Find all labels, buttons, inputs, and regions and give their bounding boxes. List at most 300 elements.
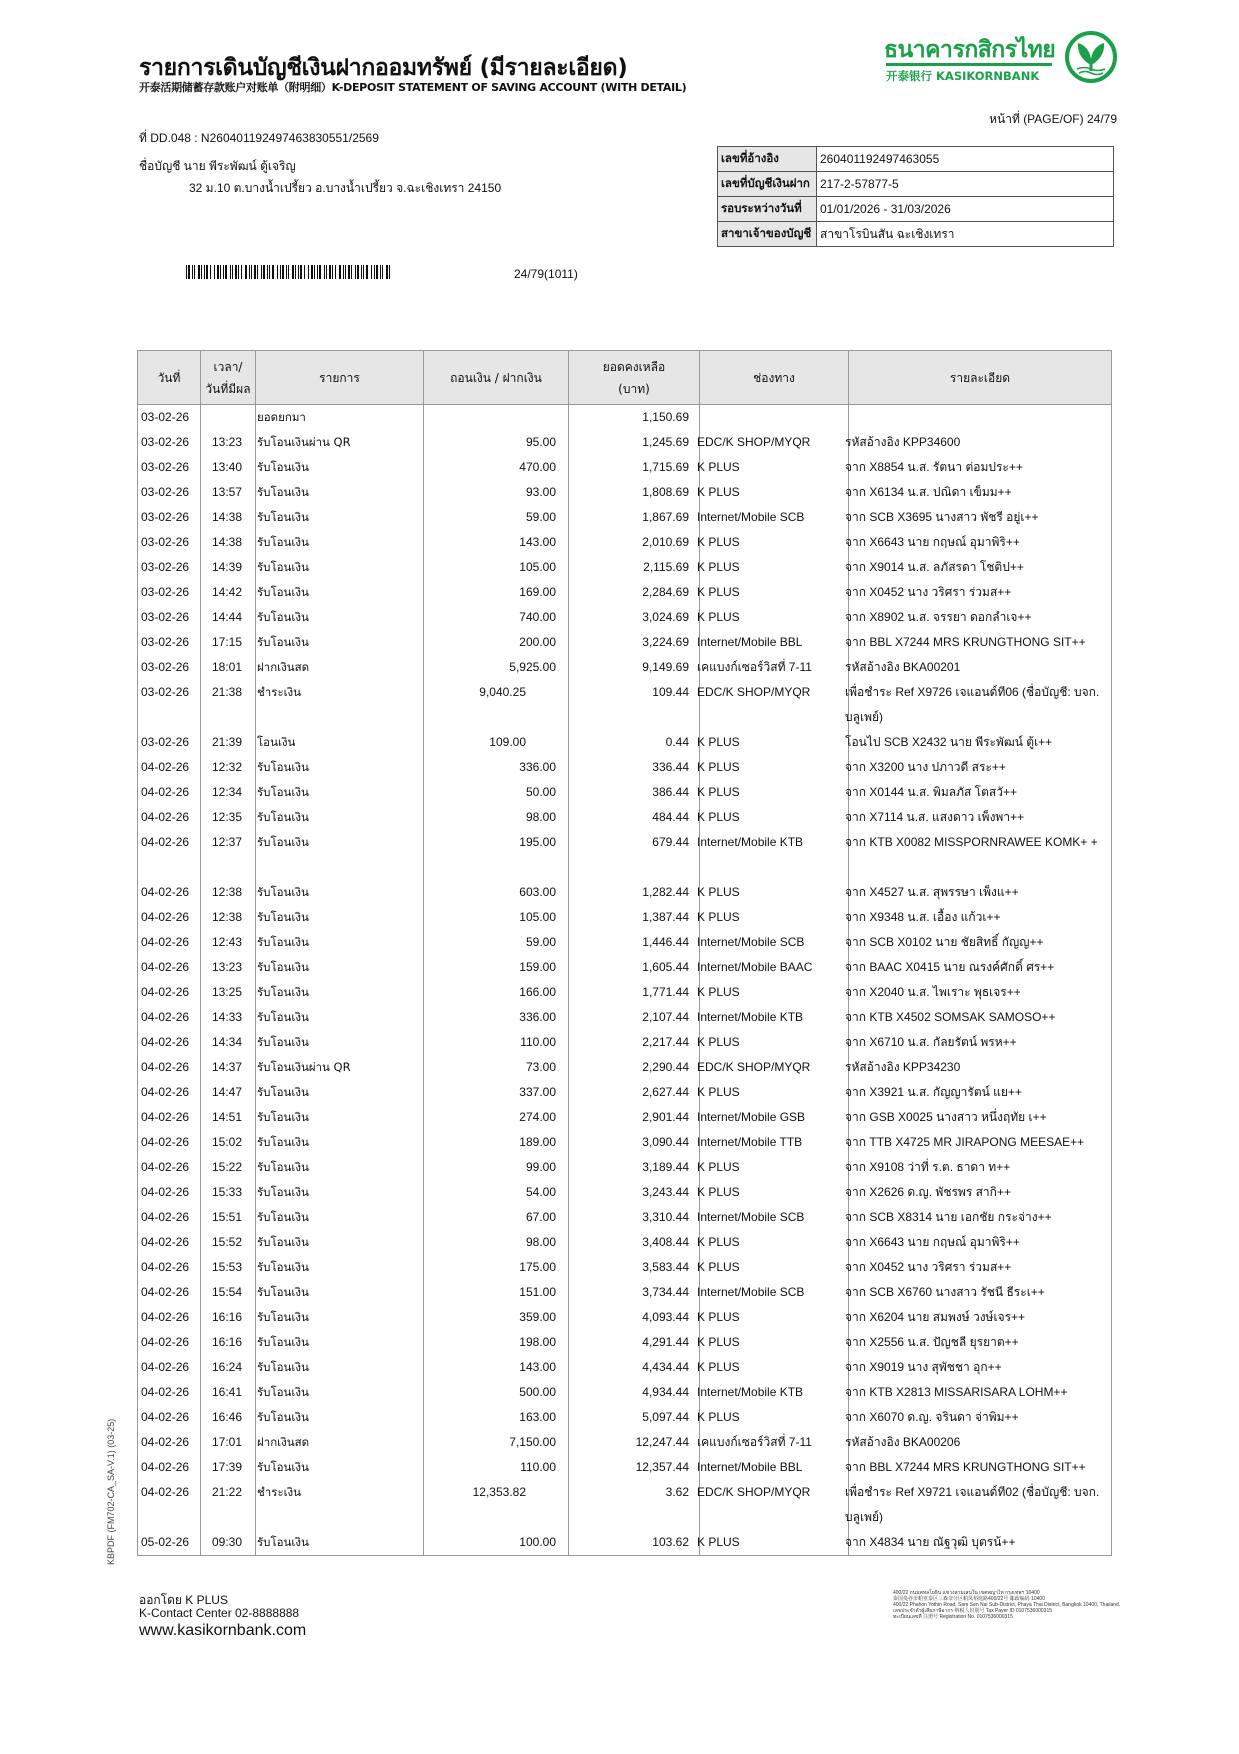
row-date: 04-02-26	[141, 1085, 190, 1099]
row-date: 04-02-26	[141, 1160, 190, 1174]
row-time: 15:22	[211, 1160, 243, 1174]
barcode-bar	[389, 265, 390, 279]
barcode-bar	[304, 265, 305, 279]
row-date: 04-02-26	[141, 1210, 190, 1224]
row-description: รับโอนเงิน	[257, 560, 309, 574]
barcode-bar	[288, 265, 289, 279]
row-date: 03-02-26	[141, 610, 190, 624]
header-time-line2: วันที่มีผล	[205, 381, 251, 396]
row-date: 04-02-26	[141, 1260, 190, 1274]
table-row	[138, 455, 1111, 480]
row-balance: 2,115.69	[643, 560, 689, 574]
row-time: 12:37	[211, 835, 243, 849]
row-details: จาก BBL X7244 MRS KRUNGTHONG SIT++	[845, 635, 1086, 649]
row-date: 03-02-26	[141, 735, 190, 749]
row-time: 16:16	[211, 1310, 243, 1324]
row-amount	[421, 1405, 565, 1430]
row-description: ฝากเงินสด	[257, 1435, 310, 1449]
row-description: รับโอนเงิน	[257, 1385, 309, 1399]
document-reference: ที่ DD.048 : N260401192497463830551/2569	[139, 131, 379, 145]
row-channel: K PLUS	[697, 785, 740, 799]
row-time: 14:47	[211, 1085, 243, 1099]
info-row-branch	[718, 222, 1114, 247]
row-channel: EDC/K SHOP/MYQR	[697, 1485, 811, 1499]
barcode-bar	[311, 265, 313, 279]
row-time: 16:16	[211, 1335, 243, 1349]
barcode-bar	[376, 265, 378, 279]
row-description: รับโอนเงิน	[257, 1335, 309, 1349]
row-description: รับโอนเงิน	[257, 1035, 309, 1049]
kbank-leaf-icon	[1065, 31, 1117, 83]
row-date: 04-02-26	[141, 1285, 190, 1299]
bank-website-link[interactable]: www.kasikornbank.com	[139, 1622, 307, 1639]
barcode-bar	[254, 265, 256, 279]
row-deposit: 93.00	[525, 485, 556, 499]
table-row	[138, 1405, 1111, 1430]
barcode-bar	[263, 265, 265, 279]
row-date: 04-02-26	[141, 960, 190, 974]
row-date: 03-02-26	[141, 435, 190, 449]
barcode-bar	[355, 265, 356, 279]
row-description: รับโอนเงิน	[257, 610, 309, 624]
row-time: 12:43	[211, 935, 243, 949]
row-channel: K PLUS	[697, 810, 740, 824]
barcode-bar	[261, 265, 262, 279]
row-channel: EDC/K SHOP/MYQR	[697, 685, 811, 699]
row-description: รับโอนเงิน	[257, 1010, 309, 1024]
barcode-bar	[257, 265, 258, 279]
barcode-bar	[282, 265, 284, 279]
row-details: เพื่อชำระ Ref X9721 เจแอนด์ที02 (ชื่อบัญชี: บจก. บลูเพย์)	[845, 1485, 1100, 1524]
row-amount	[421, 1430, 565, 1455]
row-details: จาก X9014 น.ส. ลภัสรดา โชติป++	[845, 560, 1024, 574]
statement-title-thai: รายการเดินบัญชีเงินฝากออมทรัพย์ (มีรายละเอียด)	[139, 55, 628, 81]
barcode-bar	[214, 265, 215, 279]
table-row	[138, 530, 1111, 555]
row-date: 03-02-26	[141, 535, 190, 549]
row-description: รับโอนเงิน	[257, 960, 309, 974]
row-channel: K PLUS	[697, 1335, 740, 1349]
row-amount	[421, 830, 565, 880]
row-balance: 2,901.44	[642, 1110, 689, 1124]
logo-underline	[886, 63, 1052, 66]
row-details: จาก KTB X2813 MISSARISARA LOHM++	[845, 1385, 1068, 1399]
row-details: จาก X2040 น.ส. ไพเราะ พุธเจร++	[845, 985, 1021, 999]
table-row	[138, 930, 1111, 955]
table-row	[138, 1330, 1111, 1355]
info-value: สาขาโรบินสัน ฉะเชิงเทรา	[817, 222, 1114, 247]
row-amount	[421, 1180, 565, 1205]
row-channel: K PLUS	[697, 610, 740, 624]
table-row	[138, 1080, 1111, 1105]
row-deposit: 603.00	[519, 885, 556, 899]
table-row	[138, 755, 1111, 780]
barcode-bar	[371, 265, 372, 279]
row-date: 04-02-26	[141, 1135, 190, 1149]
row-description: รับโอนเงิน	[257, 785, 309, 799]
barcode-bar	[324, 265, 325, 279]
table-row	[138, 730, 1111, 755]
barcode-bar	[280, 265, 281, 279]
row-details: โอนไป SCB X2432 นาย พีระพัฒน์ ตู้เ++	[845, 735, 1053, 749]
row-balance: 2,107.44	[642, 1010, 689, 1024]
row-deposit: 159.00	[519, 960, 556, 974]
row-deposit: 740.00	[519, 610, 556, 624]
row-time: 14:33	[211, 1010, 243, 1024]
row-date: 03-02-26	[141, 635, 190, 649]
row-date: 04-02-26	[141, 760, 190, 774]
row-amount	[421, 1530, 565, 1555]
row-deposit: 100.00	[519, 1535, 556, 1549]
row-description: รับโอนเงิน	[257, 535, 309, 549]
row-amount	[421, 1330, 565, 1355]
row-balance: 109.44	[652, 685, 689, 699]
barcode-bar	[245, 265, 247, 279]
row-date: 03-02-26	[141, 410, 190, 424]
table-row	[138, 480, 1111, 505]
row-amount	[421, 1155, 565, 1180]
barcode-bar	[298, 265, 299, 279]
row-amount	[421, 555, 565, 580]
barcode-bar	[204, 265, 205, 279]
row-balance: 3,189.44	[642, 1160, 689, 1174]
row-details: รหัสอ้างอิง BKA00201	[845, 660, 961, 674]
row-date: 04-02-26	[141, 1460, 190, 1474]
row-time: 15:02	[211, 1135, 243, 1149]
row-balance: 3.62	[665, 1485, 689, 1499]
row-date: 03-02-26	[141, 560, 190, 574]
row-deposit: 98.00	[525, 810, 556, 824]
barcode-bar	[238, 265, 239, 279]
row-details: จาก X4527 น.ส. สุพรรษา เพ็งแ++	[845, 885, 1019, 899]
barcode-bar	[286, 265, 287, 279]
row-balance: 1,245.69	[642, 435, 689, 449]
row-channel: K PLUS	[697, 1185, 740, 1199]
table-row	[138, 505, 1111, 530]
row-deposit: 67.00	[525, 1210, 556, 1224]
header-balance-line1: ยอดคงเหลือ	[602, 359, 666, 374]
barcode	[186, 265, 390, 279]
row-channel: เคแบงก์เซอร์วิสที่ 7-11	[697, 1435, 812, 1449]
barcode-bar	[241, 265, 242, 279]
row-details: จาก BAAC X0415 นาย ณรงค์ศักดิ์ ศร++	[845, 960, 1055, 974]
row-time: 14:34	[211, 1035, 243, 1049]
fine-print-line: เลขประจำตัวผู้เสียภาษีอากร 纳税人识别号 Tax Payer ID 0107536000315	[893, 1608, 1053, 1614]
table-row	[138, 1105, 1111, 1130]
row-amount	[421, 1480, 565, 1530]
row-details: จาก X9108 ว่าที่ ร.ต. ธาดา ท++	[845, 1160, 1011, 1174]
barcode-bar	[201, 265, 202, 279]
row-amount	[421, 655, 565, 680]
row-balance: 1,808.69	[642, 485, 689, 499]
row-date: 04-02-26	[141, 1485, 190, 1499]
fine-print-line: 泰国曼谷市帕亚泰区三森奈分区帕凤裕庭路400/22号 邮政编码 10400	[893, 1596, 1045, 1602]
table-row	[138, 1380, 1111, 1405]
row-balance: 1,282.44	[642, 885, 689, 899]
row-description: รับโอนเงิน	[257, 1210, 309, 1224]
barcode-bar	[272, 265, 274, 279]
header-amount: ถอนเงิน / ฝากเงิน	[424, 351, 569, 404]
row-details: จาก X0452 นาง วริศรา ร่วมส++	[845, 585, 1012, 599]
row-details: รหัสอ้างอิง KPP34230	[845, 1060, 961, 1074]
fine-print-line: 400/22 Phahon Yothin Road, Sam Sen Nai Sub-District, Phaya Thai District, Bangkok 10400, Thailand.	[893, 1602, 1121, 1608]
row-amount	[421, 505, 565, 530]
row-balance: 1,150.69	[642, 410, 689, 424]
transaction-table	[137, 350, 1112, 1556]
row-balance: 5,097.44	[642, 1410, 689, 1424]
row-date: 05-02-26	[141, 1535, 190, 1549]
row-channel: K PLUS	[697, 1160, 740, 1174]
row-details: จาก X6710 น.ส. กัลยรัตน์ พรห++	[845, 1035, 1017, 1049]
table-row	[138, 830, 1111, 880]
table-row	[138, 1155, 1111, 1180]
row-channel: K PLUS	[697, 460, 740, 474]
row-deposit: 5,925.00	[509, 660, 556, 674]
info-value: 260401192497463055	[817, 147, 1114, 172]
row-amount	[421, 755, 565, 780]
barcode-bar	[351, 265, 352, 279]
barcode-bar	[326, 265, 327, 279]
row-amount	[421, 405, 565, 430]
header-details: รายละเอียด	[949, 370, 1011, 385]
row-time: 16:41	[211, 1385, 243, 1399]
barcode-bar	[366, 265, 368, 279]
row-channel: K PLUS	[697, 1535, 740, 1549]
row-deposit: 189.00	[519, 1135, 556, 1149]
info-label: รอบระหว่างวันที่	[718, 197, 817, 222]
barcode-bar	[251, 265, 252, 279]
row-amount	[421, 780, 565, 805]
row-date: 04-02-26	[141, 1435, 190, 1449]
barcode-bar	[339, 265, 341, 279]
table-row	[138, 580, 1111, 605]
row-balance: 2,627.44	[642, 1085, 689, 1099]
row-channel: K PLUS	[697, 1085, 740, 1099]
table-row	[138, 555, 1111, 580]
info-row-period	[718, 197, 1114, 222]
header-channel: ช่องทาง	[700, 351, 849, 404]
row-time: 12:34	[211, 785, 243, 799]
row-balance: 3,224.69	[642, 635, 689, 649]
contact-center: K-Contact Center 02-8888888	[139, 1606, 300, 1620]
row-deposit: 470.00	[519, 460, 556, 474]
row-deposit: 200.00	[519, 635, 556, 649]
row-balance: 3,583.44	[642, 1260, 689, 1274]
row-balance: 3,243.44	[642, 1185, 689, 1199]
row-balance: 336.44	[652, 760, 689, 774]
row-balance: 1,715.69	[642, 460, 689, 474]
row-amount	[421, 480, 565, 505]
barcode-bar	[329, 265, 331, 279]
row-withdrawal: 109.00	[489, 735, 526, 749]
header-date: วันที่	[138, 351, 201, 404]
header-balance	[569, 351, 700, 404]
table-row	[138, 1480, 1111, 1530]
row-description: รับโอนเงิน	[257, 1235, 309, 1249]
row-balance: 4,434.44	[642, 1360, 689, 1374]
row-balance: 3,090.44	[642, 1135, 689, 1149]
row-balance: 484.44	[652, 810, 689, 824]
table-row	[138, 1230, 1111, 1255]
row-time: 13:23	[211, 960, 243, 974]
row-description: ยอดยกมา	[257, 410, 306, 424]
row-channel: เคแบงก์เซอร์วิสที่ 7-11	[697, 660, 812, 674]
info-row-reference	[718, 147, 1114, 172]
table-row	[138, 1280, 1111, 1305]
row-amount	[421, 1305, 565, 1330]
row-channel: Internet/Mobile KTB	[697, 1385, 804, 1399]
row-time: 13:40	[211, 460, 243, 474]
row-deposit: 198.00	[519, 1335, 556, 1349]
row-details: จาก TTB X4725 MR JIRAPONG MEESAE++	[845, 1135, 1085, 1149]
row-deposit: 163.00	[519, 1410, 556, 1424]
row-time: 14:38	[211, 510, 243, 524]
row-balance: 9,149.69	[642, 660, 689, 674]
row-details	[843, 405, 1111, 430]
row-description: รับโอนเงินผ่าน QR	[257, 435, 351, 449]
row-channel: EDC/K SHOP/MYQR	[697, 1060, 811, 1074]
row-channel: K PLUS	[697, 1360, 740, 1374]
row-details: จาก X7114 น.ส. แสงดาว เพ็งพา++	[845, 810, 1025, 824]
barcode-bar	[374, 265, 375, 279]
fine-print-line: 400/22 ถนนพหลโยธิน แขวงสามเสนใน เขตพญาไท กรุงเทพฯ 10400	[893, 1590, 1040, 1596]
barcode-bar	[343, 265, 344, 279]
row-amount	[421, 1130, 565, 1155]
row-deposit: 7,150.00	[509, 1435, 556, 1449]
row-time: 17:39	[211, 1460, 243, 1474]
row-details: จาก X2556 น.ส. ปัญชลี ยุรยาต++	[845, 1335, 1019, 1349]
header-balance-line2: (บาท)	[618, 381, 650, 396]
row-deposit: 105.00	[519, 910, 556, 924]
row-channel: Internet/Mobile SCB	[697, 1210, 805, 1224]
row-channel: Internet/Mobile SCB	[697, 510, 805, 524]
row-time: 12:38	[211, 885, 243, 899]
table-row	[138, 1030, 1111, 1055]
info-row-account-number	[718, 172, 1114, 197]
table-row	[138, 1130, 1111, 1155]
row-time: 17:01	[211, 1435, 243, 1449]
barcode-bar	[348, 265, 350, 279]
row-date: 04-02-26	[141, 1010, 190, 1024]
row-details: จาก X3200 นาง ปภาวดี สระ++	[845, 760, 1006, 774]
table-row	[138, 405, 1111, 430]
statement-title-english: 开泰活期储蓄存款账户对账单（附明细）K-DEPOSIT STATEMENT OF SAVING ACCOUNT (WITH DETAIL)	[139, 81, 687, 94]
table-row	[138, 430, 1111, 455]
row-channel: K PLUS	[697, 885, 740, 899]
row-balance: 386.44	[652, 785, 689, 799]
row-balance: 1,605.44	[642, 960, 689, 974]
table-row	[138, 905, 1111, 930]
row-details: เพื่อชำระ Ref X9726 เจแอนด์ที06 (ชื่อบัญชี: บจก. บลูเพย์)	[845, 685, 1100, 724]
row-details: จาก BBL X7244 MRS KRUNGTHONG SIT++	[845, 1460, 1086, 1474]
row-details: จาก X4834 นาย ณัฐวุฒิ บุตรน้++	[845, 1535, 1016, 1549]
issued-by: ออกโดย K PLUS	[139, 1593, 228, 1607]
row-description: รับโอนเงิน	[257, 835, 309, 849]
row-details: จาก X6070 ด.ญ. จรินดา จ่าพิม++	[845, 1410, 1019, 1424]
row-deposit: 195.00	[519, 835, 556, 849]
row-details: จาก KTB X4502 SOMSAK SAMOSO++	[845, 1010, 1056, 1024]
row-deposit: 50.00	[525, 785, 556, 799]
row-amount	[421, 1355, 565, 1380]
row-balance: 3,024.69	[642, 610, 689, 624]
barcode-bar	[206, 265, 208, 279]
barcode-bar	[230, 265, 231, 279]
row-amount	[421, 1255, 565, 1280]
row-channel: K PLUS	[697, 910, 740, 924]
row-balance: 12,357.44	[635, 1460, 689, 1474]
row-channel: K PLUS	[697, 1035, 740, 1049]
row-time: 21:39	[211, 735, 243, 749]
row-date: 04-02-26	[141, 1335, 190, 1349]
table-row	[138, 1180, 1111, 1205]
row-amount	[421, 1055, 565, 1080]
row-deposit: 110.00	[520, 1460, 556, 1474]
row-amount	[421, 730, 565, 755]
row-amount	[421, 680, 565, 730]
table-row	[138, 605, 1111, 630]
row-details: จาก X6643 นาย กฤษณ์ อุมาพิริ++	[845, 535, 1020, 549]
row-details: จาก X8902 น.ส. จรรยา ดอกลำเจ++	[845, 610, 1032, 624]
barcode-text: 24/79(1011)	[514, 267, 578, 281]
row-description: รับโอนเงิน	[257, 1310, 309, 1324]
row-amount	[421, 1005, 565, 1030]
row-details: จาก SCB X3695 นางสาว พัชรี อยู่เ++	[845, 510, 1039, 524]
row-description: ชำระเงิน	[257, 1485, 302, 1499]
row-date: 04-02-26	[141, 1235, 190, 1249]
row-details: จาก SCB X0102 นาย ชัยสิทธิ์ กัญญ++	[845, 935, 1044, 949]
row-details: จาก X2626 ด.ญ. พัชรพร สากิ++	[845, 1185, 1011, 1199]
table-row	[138, 980, 1111, 1005]
row-date: 04-02-26	[141, 810, 190, 824]
row-time: 15:51	[211, 1210, 243, 1224]
row-amount	[421, 805, 565, 830]
row-amount	[421, 630, 565, 655]
row-deposit: 359.00	[519, 1310, 556, 1324]
barcode-bar	[361, 265, 362, 279]
table-row	[138, 805, 1111, 830]
table-row	[138, 630, 1111, 655]
row-channel: Internet/Mobile SCB	[697, 1285, 805, 1299]
row-date: 03-02-26	[141, 660, 190, 674]
row-time: 15:33	[211, 1185, 243, 1199]
row-channel: K PLUS	[697, 735, 740, 749]
row-amount	[421, 580, 565, 605]
barcode-bar	[249, 265, 250, 279]
row-description: รับโอนเงิน	[257, 1360, 309, 1374]
row-details: จาก X0452 นาง วริศรา ร่วมส++	[845, 1260, 1012, 1274]
row-deposit: 105.00	[519, 560, 556, 574]
row-description: รับโอนเงิน	[257, 985, 309, 999]
table-body	[138, 405, 1111, 1555]
row-amount	[421, 930, 565, 955]
row-channel: K PLUS	[697, 485, 740, 499]
row-details: จาก X0144 น.ส. พิมลภัส โตสวั++	[845, 785, 1017, 799]
row-channel: K PLUS	[697, 985, 740, 999]
row-deposit: 59.00	[525, 935, 556, 949]
table-header	[138, 351, 1111, 405]
row-details: จาก GSB X0025 นางสาว หนึ่งฤทัย เ++	[845, 1110, 1047, 1124]
barcode-bar	[292, 265, 294, 279]
row-balance: 1,771.44	[642, 985, 689, 999]
row-channel: Internet/Mobile BAAC	[697, 960, 813, 974]
row-details: จาก X8854 น.ส. รัตนา ต่อมประ++	[845, 460, 1023, 474]
row-amount	[421, 1230, 565, 1255]
row-deposit: 143.00	[519, 1360, 556, 1374]
row-channel: K PLUS	[697, 585, 740, 599]
barcode-bar	[210, 265, 211, 279]
row-amount	[421, 1205, 565, 1230]
barcode-bar	[277, 265, 278, 279]
